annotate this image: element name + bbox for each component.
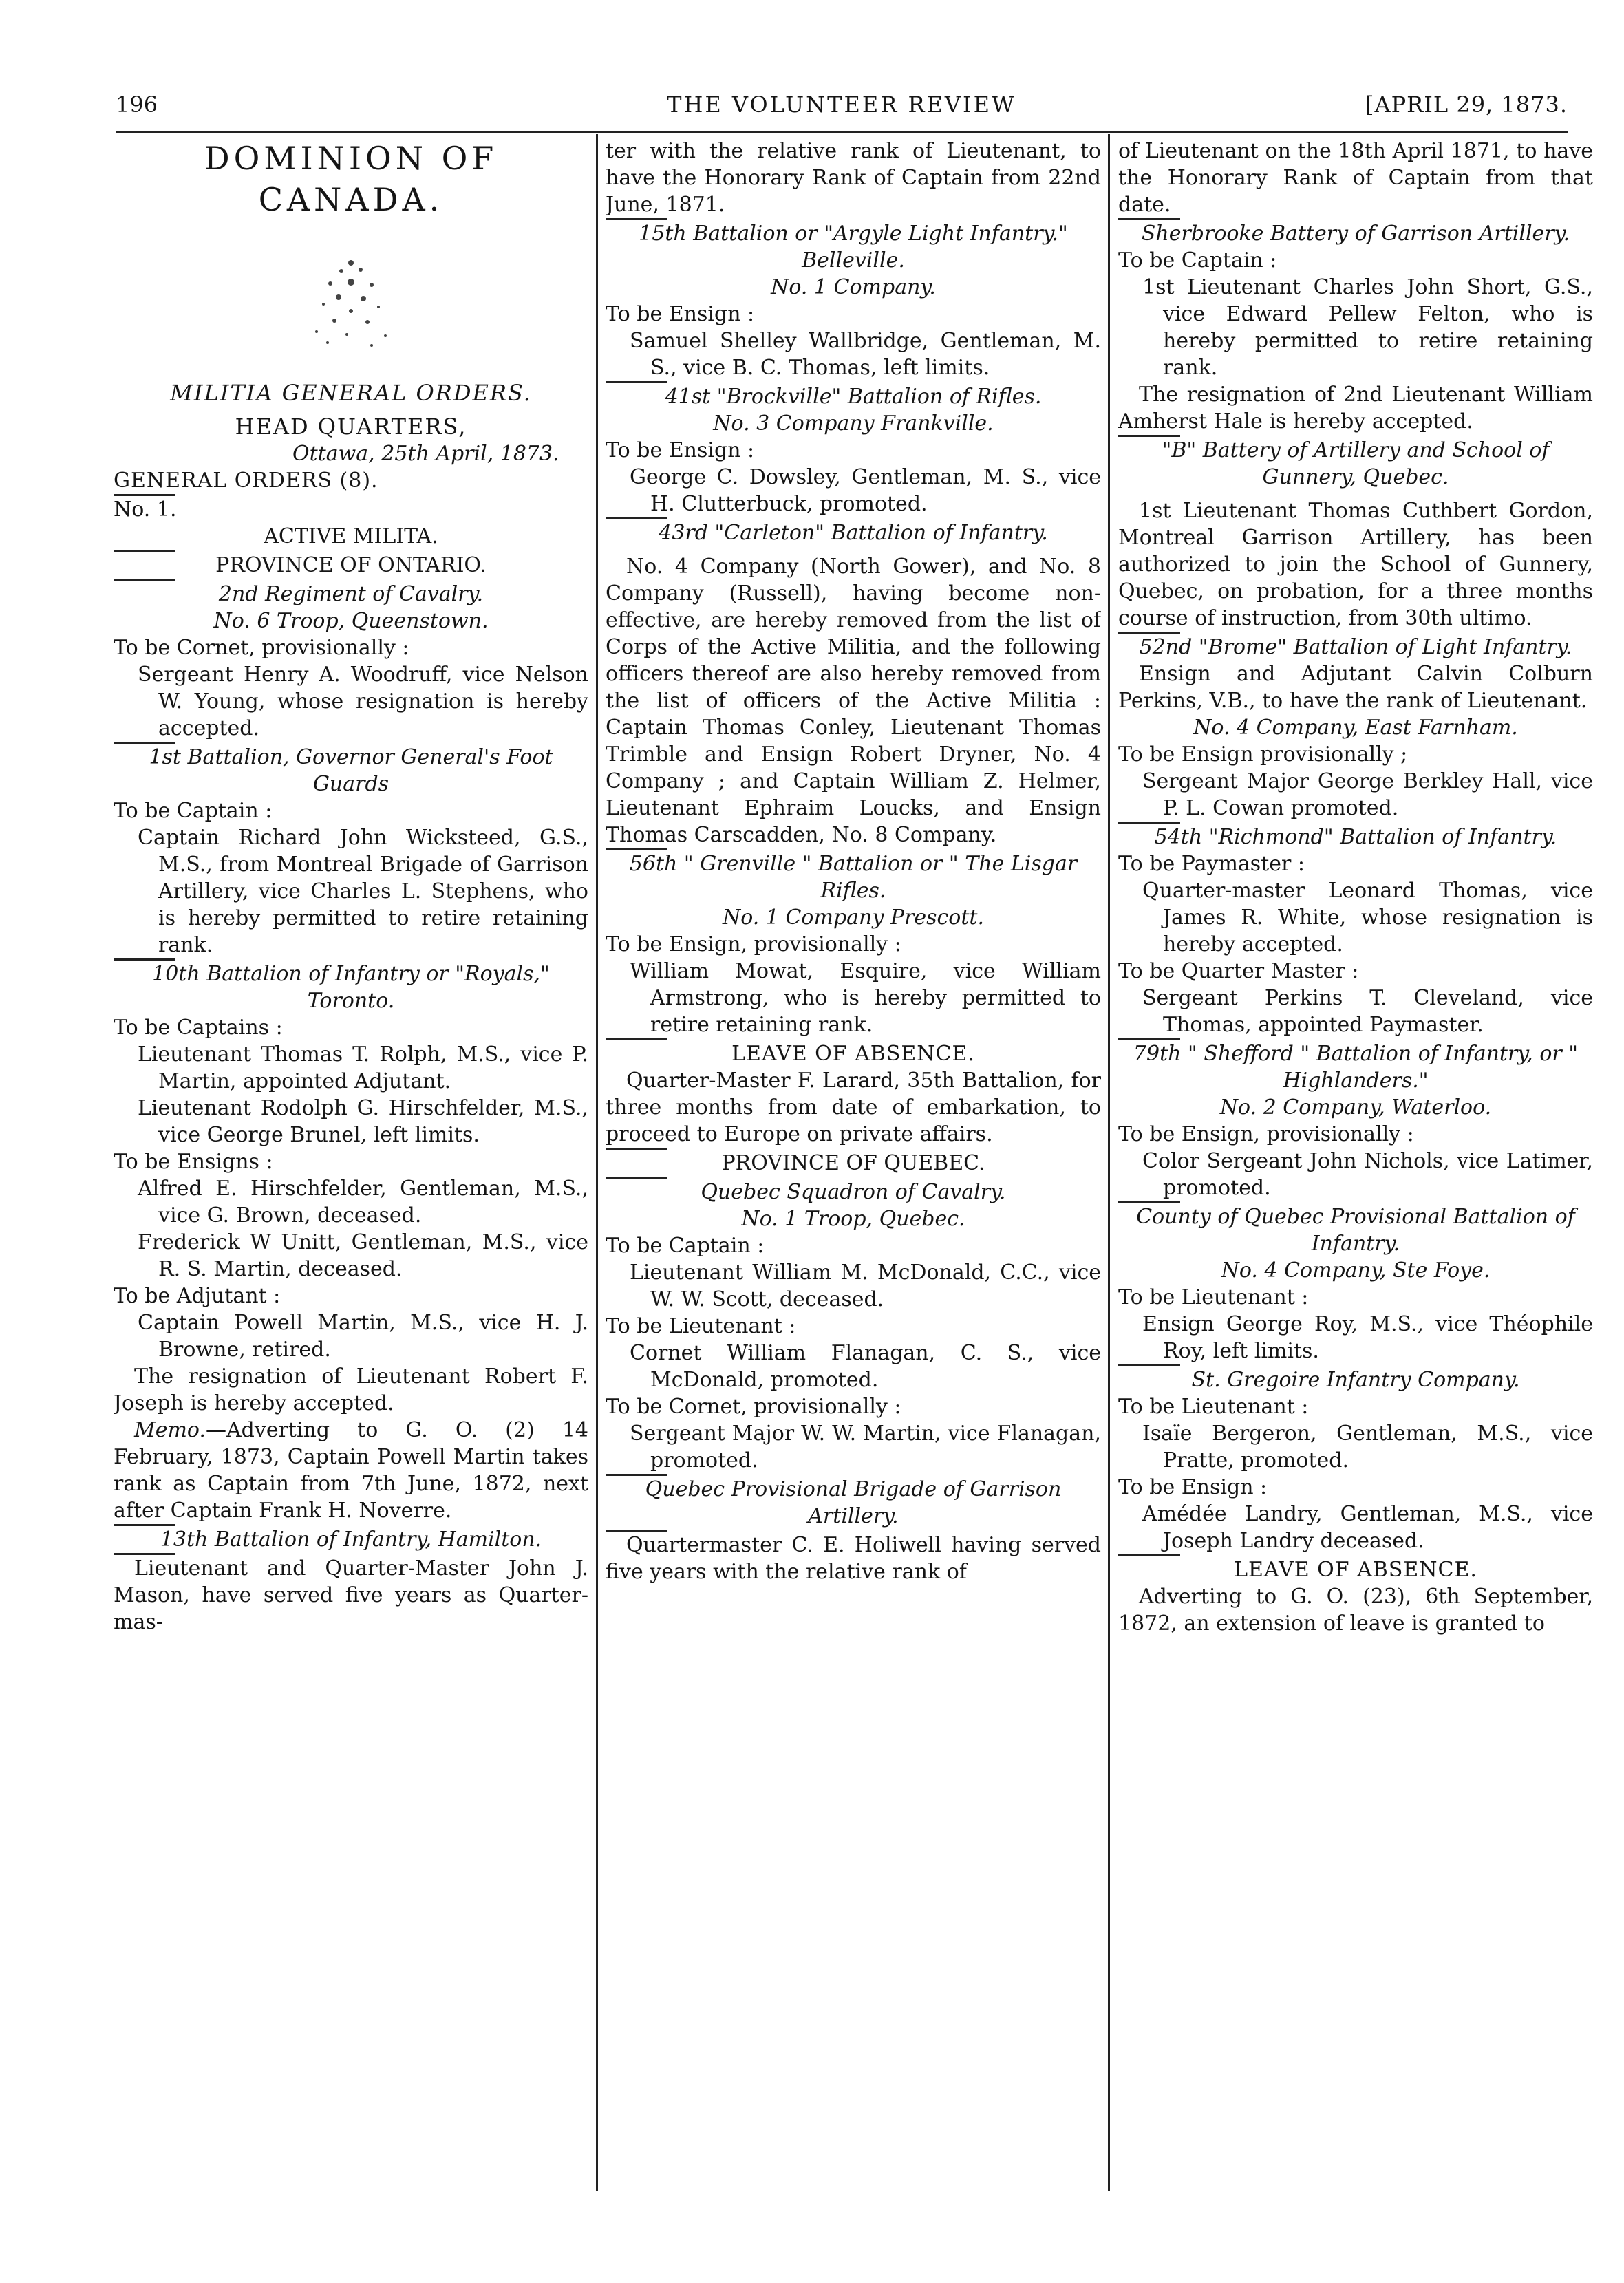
appointment-entry: Ensign George Roy, M.S., vice Théophile Roy, left limits. <box>1142 1312 1593 1363</box>
column-2 <box>606 138 1101 2174</box>
column-3 <box>1118 138 1593 2174</box>
column-rule-1 <box>596 134 598 2191</box>
section-subtitle: No. 3 Company Frankville. <box>713 411 994 436</box>
appointment-entry: Frederick W Unitt, Gentleman, M.S., vice R. S. Martin, deceased. <box>138 1230 588 1281</box>
appointment-label: To be Captains : <box>114 1016 283 1040</box>
continued-paragraph: ter with the relative rank of Lieutenant, to have the Honorary Rank of Captain from 22nd June, 1871. <box>606 139 1101 217</box>
appointment-entry: Cornet William Flanagan, C. S., vice McDonald, promoted. <box>630 1341 1101 1392</box>
appointment-entry: Color Sergeant John Nichols, vice Latimer, promoted. <box>1142 1149 1593 1200</box>
general-orders-number: GENERAL ORDERS (8). <box>114 469 378 493</box>
appointment-entry: 1st Lieutenant Charles John Short, G.S., vice Edward Pellew Felton, who is hereby permitted to retire retaining rank. <box>1142 275 1593 380</box>
appointment-entry: Amédée Landry, Gentleman, M.S., vice Joseph Landry deceased. <box>1142 1502 1593 1553</box>
appointment-label: To be Captain : <box>114 799 273 823</box>
leave-heading: LEAVE OF ABSENCE. <box>1234 1558 1477 1582</box>
appointment-label: To be Lieutenant : <box>1118 1395 1309 1419</box>
section-subtitle: No. 1 Troop, Quebec. <box>741 1207 965 1231</box>
section-title: Sherbrooke Battery of Garrison Artillery. <box>1141 222 1570 246</box>
section-title: 43rd "Carleton" Battalion of Infantry. <box>659 521 1048 545</box>
section-subtitle: No. 4 Company, Ste Foye. <box>1221 1258 1491 1283</box>
section-subtitle: No. 2 Company, Waterloo. <box>1219 1095 1492 1119</box>
appointment-label: To be Adjutant : <box>114 1284 281 1308</box>
memo-text: —Adverting to G. O. (2) 14 February, 1873, Captain Powell Martin takes rank as Captain from 7th June, 1872, next after Captain Frank H. Noverre. <box>114 1418 588 1523</box>
appointment-label: To be Captain : <box>1118 248 1277 272</box>
section-title: 54th "Richmond" Battalion of Infantry. <box>1154 825 1557 849</box>
section-title: 56th " Grenville " Battalion or " The Lisgar Rifles. <box>629 852 1078 903</box>
column-1 <box>114 138 588 2174</box>
appointment-label: To be Ensign : <box>606 302 755 326</box>
section-title: Quebec Squadron of Cavalry. <box>701 1180 1006 1204</box>
appointment-label: To be Cornet, provisionally : <box>114 636 409 660</box>
masthead: DOMINION OF CANADA. <box>204 140 498 218</box>
section-title: 41st "Brockville" Battalion of Rifles. <box>665 385 1042 409</box>
appointment-label: To be Ensign, provisionally : <box>1118 1122 1414 1146</box>
section-subtitle: No. 4 Company, East Farnham. <box>1193 716 1518 740</box>
province-heading: PROVINCE OF ONTARIO. <box>215 553 487 577</box>
section-title: "B" Battery of Artillery and School of Gunnery, Quebec. <box>1162 438 1550 489</box>
appointment-entry: Sergeant Major George Berkley Hall, vice P. L. Cowan promoted. <box>1142 769 1593 820</box>
appointment-entry: Samuel Shelley Wallbridge, Gentleman, M. S., vice B. C. Thomas, left limits. <box>630 329 1101 380</box>
order-number: No. 1. <box>114 497 177 522</box>
appointment-label: To be Lieutenant : <box>606 1314 796 1338</box>
section-title: 15th Battalion or "Argyle Light Infantry." Belleville. <box>639 222 1068 272</box>
issue-date: [APRIL 29, 1873. <box>1365 92 1568 118</box>
appointment-label: To be Ensign, provisionally : <box>606 932 901 956</box>
memo-paragraph <box>114 1417 588 1524</box>
leave-paragraph: Quarter-Master F. Larard, 35th Battalion, for three months from date of embarkation, to proceed to Europe on private affairs. <box>606 1069 1101 1146</box>
section-title: Quebec Provisional Brigade of Garrison Artillery. <box>645 1477 1062 1528</box>
head-quarters: HEAD QUARTERS, <box>235 414 467 440</box>
section-title: 10th Battalion of Infantry or "Royals," Toronto. <box>152 962 550 1013</box>
appointment-entry: Lieutenant William M. McDonald, C.C., vice W. W. Scott, deceased. <box>630 1261 1101 1311</box>
column-rule-2 <box>1108 134 1110 2191</box>
section-subtitle: No. 1 Company Prescott. <box>722 905 985 930</box>
appointment-entry: Quarter-master Leonard Thomas, vice James R. White, whose resignation is hereby accepted. <box>1142 879 1593 956</box>
notice-paragraph: Lieutenant and Quarter-Master John J. Mason, have served five years as Quarter-mas- <box>114 1556 588 1634</box>
hq-place-date: Ottawa, 25th April, 1873. <box>292 442 559 466</box>
appointment-entry: William Mowat, Esquire, vice William Armstrong, who is hereby permitted to retire retaining rank. <box>630 959 1101 1037</box>
appointment-entry: George C. Dowsley, Gentleman, M. S., vice H. Clutterbuck, promoted. <box>630 465 1101 516</box>
appointment-entry: Isaïe Bergeron, Gentleman, M.S., vice Pratte, promoted. <box>1142 1422 1593 1472</box>
section-subtitle: No. 6 Troop, Queenstown. <box>213 609 489 633</box>
notice-paragraph: The resignation of 2nd Lieutenant William Amherst Hale is hereby accepted. <box>1118 383 1593 433</box>
appointment-entry: Sergeant Major W. W. Martin, vice Flanagan, promoted. <box>630 1422 1101 1472</box>
appointment-label: To be Ensign provisionally ; <box>1118 742 1408 767</box>
appointment-entry: Sergeant Henry A. Woodruff, vice Nelson W. Young, whose resignation is hereby accepted. <box>138 663 588 740</box>
notice-paragraph: No. 4 Company (North Gower), and No. 8 Company (Russell), having become non-effective, are hereby removed from the list of Corps of the Active Militia, and the following officers thereof are also hereby removed from the list of officers of the Active Militia : Captain Thomas Conley, Lieutenant Thomas Trimble and Ensign Robert Dryner, No. 4 Company ; and Captain William Z. Helmer, Lieutenant Ephraim Loucks, and Ensign Thomas Carscadden, No. 8 Company. <box>606 555 1101 847</box>
appointment-label: To be Ensign : <box>1118 1475 1268 1499</box>
leave-paragraph: Adverting to G. O. (23), 6th September, 1872, an extension of leave is granted to <box>1118 1585 1593 1636</box>
section-subtitle: No. 1 Company. <box>771 275 936 299</box>
notice-paragraph: Quartermaster C. E. Holiwell having served five years with the relative rank of <box>606 1533 1101 1584</box>
section-title: St. Gregoire Infantry Company. <box>1191 1368 1520 1392</box>
appointment-entry: Lieutenant Rodolph G. Hirschfelder, M.S., vice George Brunel, left limits. <box>138 1096 588 1147</box>
dominion-crest-icon <box>275 235 427 359</box>
appointment-label: To be Quarter Master : <box>1118 959 1359 983</box>
active-militia-heading: ACTIVE MILITA. <box>264 524 438 548</box>
continued-paragraph: of Lieutenant on the 18th April 1871, to have the Honorary Rank of Captain from that date. <box>1118 139 1593 217</box>
section-title: 52nd "Brome" Battalion of Light Infantry. <box>1139 635 1572 659</box>
notice-paragraph: The resignation of Lieutenant Robert F. Joseph is hereby accepted. <box>114 1364 588 1415</box>
notice-paragraph: Ensign and Adjutant Calvin Colburn Perkins, V.B., to have the rank of Lieutenant. <box>1118 662 1593 713</box>
appointment-label: To be Ensigns : <box>114 1150 273 1174</box>
appointment-entry: Captain Powell Martin, M.S., vice H. J. Browne, retired. <box>138 1311 588 1362</box>
orders-title: MILITIA GENERAL ORDERS. <box>170 380 532 406</box>
leave-heading: LEAVE OF ABSENCE. <box>731 1042 975 1066</box>
appointment-label: To be Lieutenant : <box>1118 1285 1309 1309</box>
appointment-label: To be Cornet, provisionally : <box>606 1395 901 1419</box>
appointment-label: To be Captain : <box>606 1234 765 1258</box>
page-header <box>116 84 1568 125</box>
header-rule <box>116 131 1568 133</box>
section-title: 79th " Shefford " Battalion of Infantry, or " Highlanders." <box>1133 1042 1579 1093</box>
appointment-entry: Alfred E. Hirschfelder, Gentleman, M.S., vice G. Brown, deceased. <box>138 1177 588 1228</box>
section-title: 2nd Regiment of Cavalry. <box>218 582 484 606</box>
province-heading: PROVINCE OF QUEBEC. <box>721 1151 985 1175</box>
section-title: 1st Battalion, Governor General's Foot Guards <box>149 745 553 796</box>
publication-title: THE VOLUNTEER REVIEW <box>667 92 1016 118</box>
appointment-entry: Sergeant Perkins T. Cleveland, vice Thomas, appointed Paymaster. <box>1142 986 1593 1037</box>
page-number: 196 <box>116 92 158 118</box>
appointment-entry: Captain Richard John Wicksteed, G.S., M.S., from Montreal Brigade of Garrison Artillery, vice Charles L. Stephens, who is hereby permitted to retire retaining rank. <box>138 826 588 957</box>
appointment-label: To be Paymaster : <box>1118 852 1305 876</box>
appointment-entry: Lieutenant Thomas T. Rolph, M.S., vice P. Martin, appointed Adjutant. <box>138 1042 588 1093</box>
memo-label: Memo. <box>134 1418 206 1442</box>
appointment-label: To be Ensign : <box>606 438 755 462</box>
section-title: 13th Battalion of Infantry, Hamilton. <box>160 1528 542 1552</box>
section-title: County of Quebec Provisional Battalion of Infantry. <box>1136 1205 1575 1256</box>
notice-paragraph: 1st Lieutenant Thomas Cuthbert Gordon, Montreal Garrison Artillery, has been authorized to join the School of Gunnery, Quebec, on probation, for a three months course of instruction, from 30th ultimo. <box>1118 499 1593 630</box>
